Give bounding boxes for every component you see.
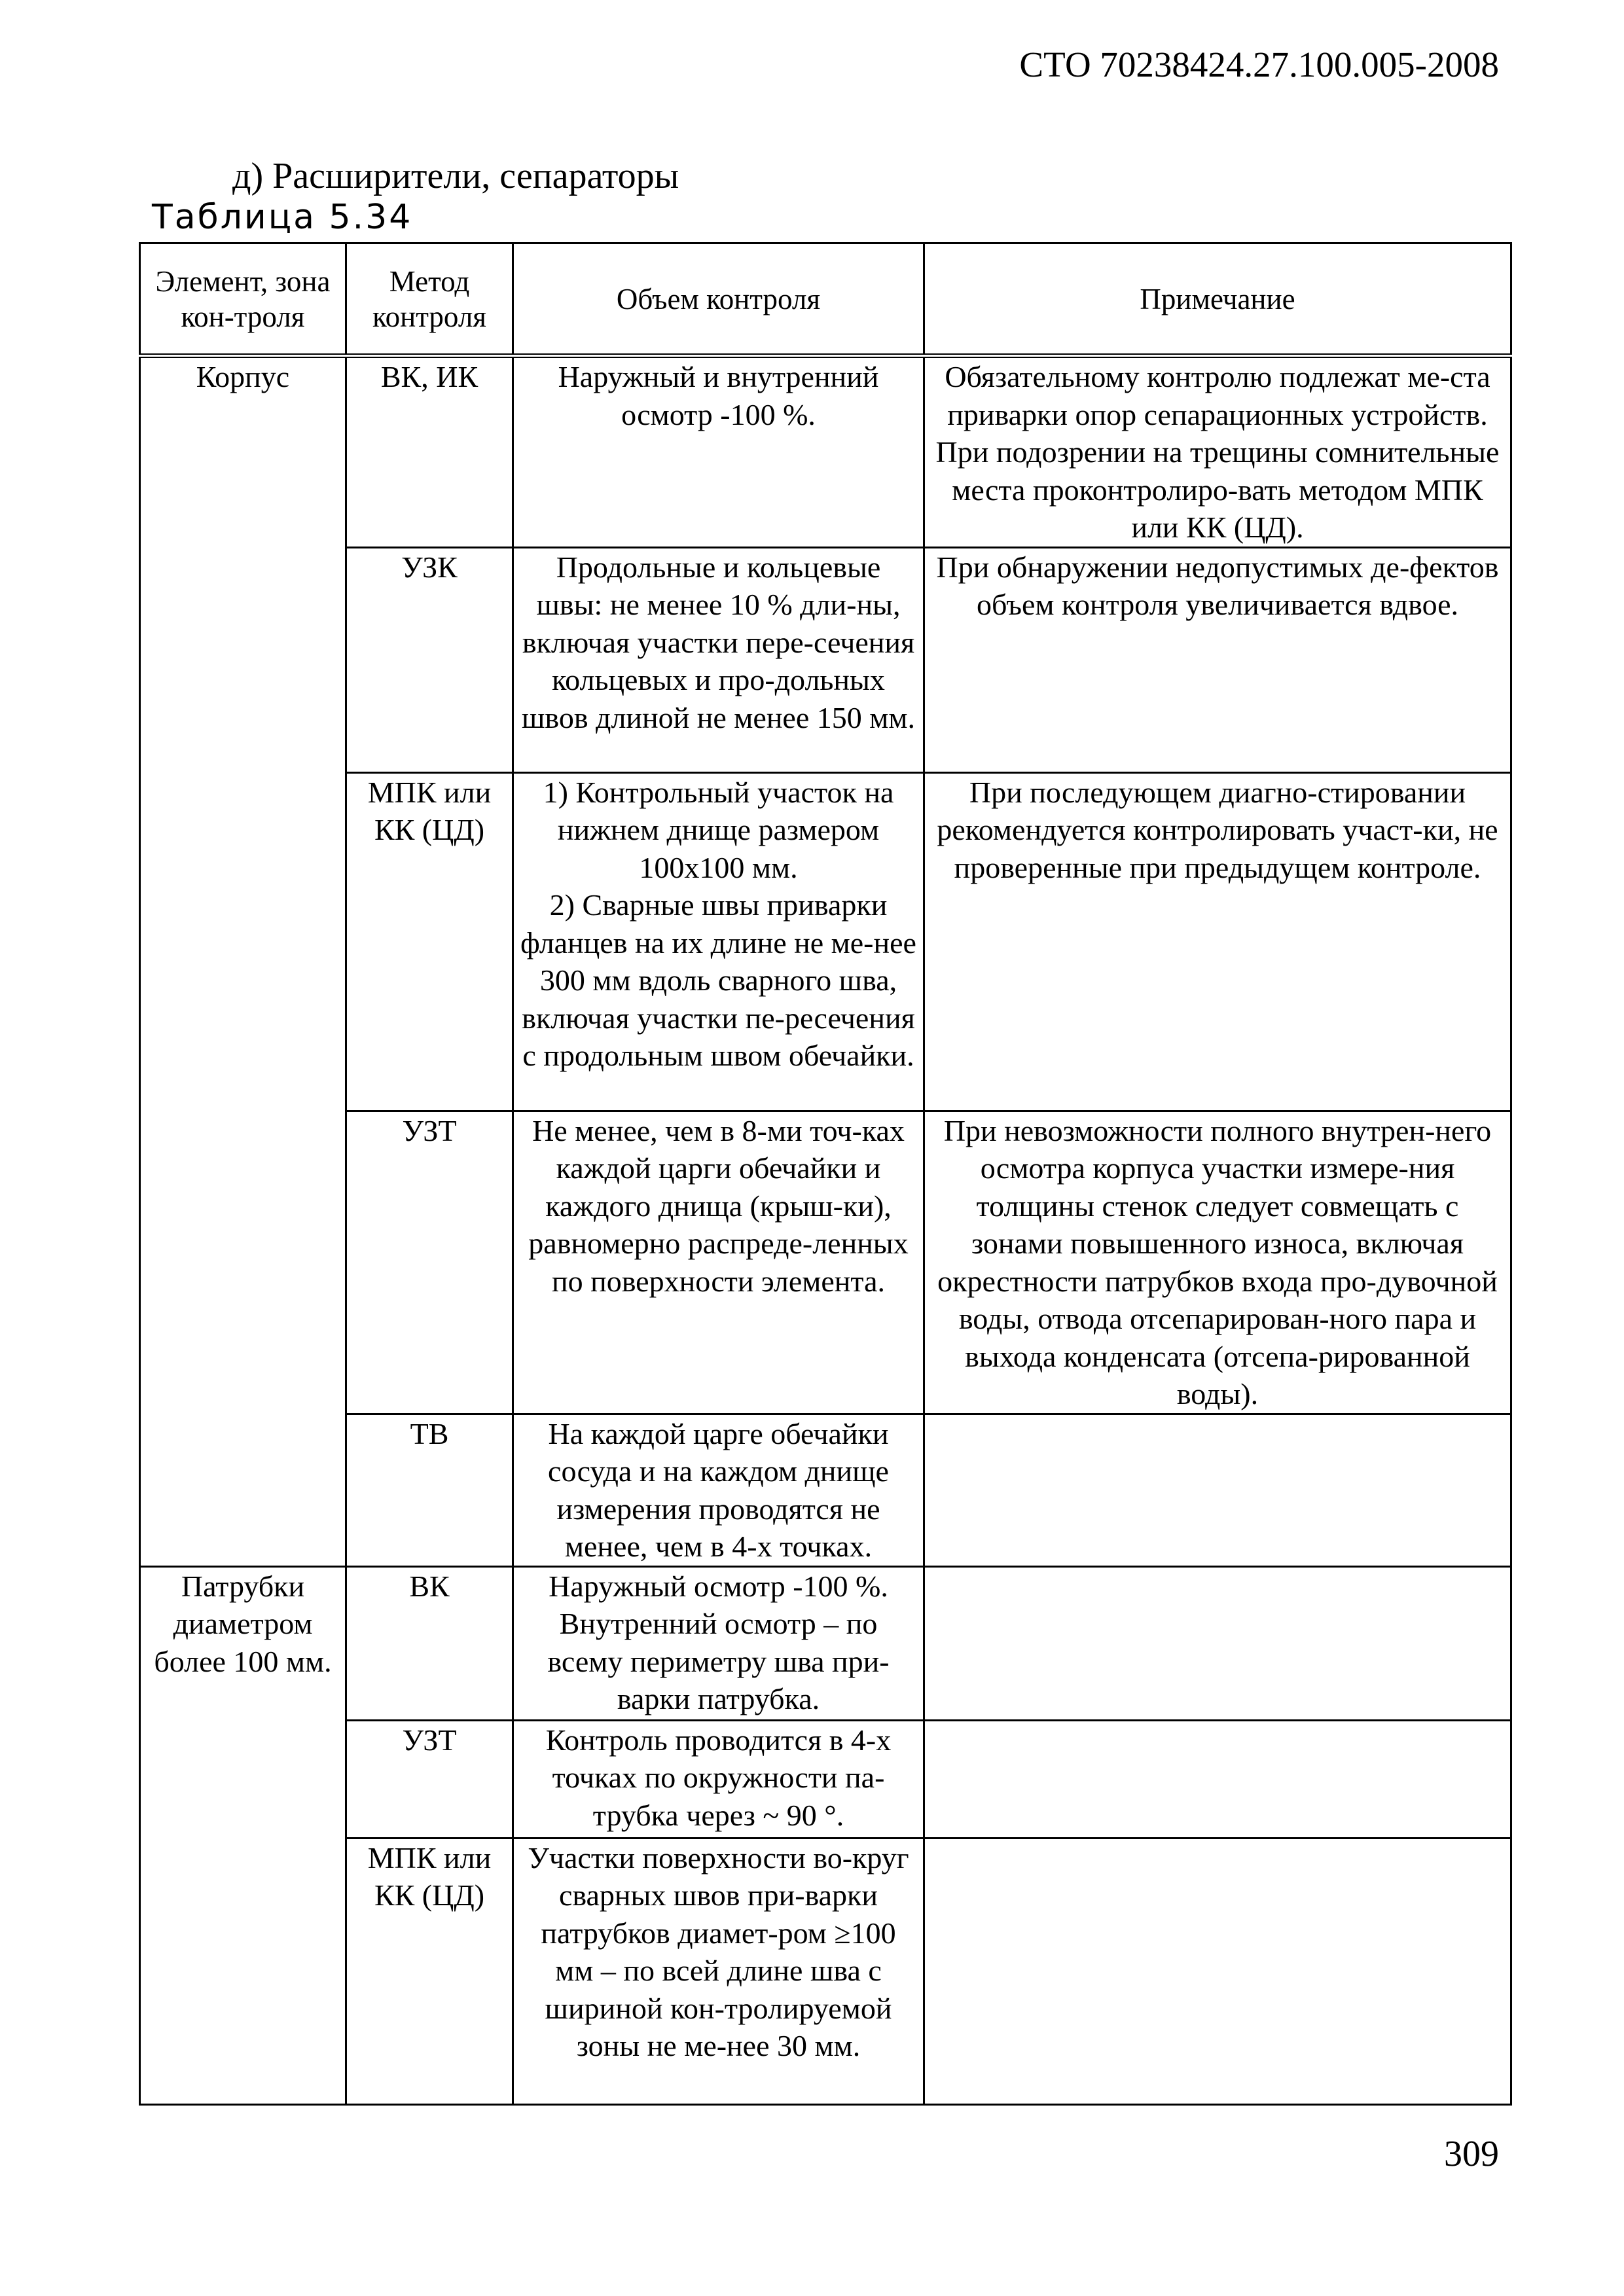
table-row <box>140 1414 1511 1566</box>
column-header-note: Примечание <box>924 243 1511 356</box>
scope-cell: Продольные и кольцевые швы: не менее 10 % дли-ны, включая участки пере-сечения кольцевых и про-дольных швов длиной не менее 150 мм. <box>513 547 924 772</box>
table-row <box>140 356 1511 548</box>
table-row <box>140 1720 1511 1838</box>
note-cell: При невозможности полного внутрен-него осмотра корпуса участки измере-ния толщины стенок следует совмещать с зонами повышенного износа, включая окрестности патрубков входа про-дувочной воды, отвода отсепарирован-ного пара и выхода конденсата (отсепа-рированной воды). <box>924 1111 1511 1414</box>
column-header-element: Элемент, зона кон-троля <box>140 243 346 356</box>
table-row <box>140 1111 1511 1414</box>
scope-cell: Наружный осмотр -100 %. Внутренний осмотр – по всему периметру шва при-варки патрубка. <box>513 1566 924 1720</box>
table-header-row <box>140 243 1511 356</box>
note-cell <box>924 1566 1511 1720</box>
table-row <box>140 772 1511 1111</box>
column-header-scope: Объем контроля <box>513 243 924 356</box>
document-code: СТО 70238424.27.100.005-2008 <box>1019 45 1499 84</box>
method-cell: ТВ <box>346 1414 513 1566</box>
note-cell: При последующем диагно-стировании рекомендуется контролировать участ-ки, не проверенные при предыдущем контроле. <box>924 772 1511 1111</box>
method-cell: УЗТ <box>346 1720 513 1838</box>
table-row <box>140 547 1511 772</box>
method-cell: УЗТ <box>346 1111 513 1414</box>
element-cell: Патрубки диаметром более 100 мм. <box>140 1566 346 2104</box>
method-cell: УЗК <box>346 547 513 772</box>
scope-cell: Не менее, чем в 8-ми точ-ках каждой царги обечайки и каждого днища (крыш-ки), равномерно распреде-ленных по поверхности элемента. <box>513 1111 924 1414</box>
method-cell: МПК или КК (ЦД) <box>346 1838 513 2104</box>
scope-cell: На каждой царге обечайки сосуда и на каждом днище измерения проводятся не менее, чем в 4-х точках. <box>513 1414 924 1566</box>
note-cell <box>924 1414 1511 1566</box>
scope-item-2: 2) Сварные швы приварки фланцев на их длине не ме-нее 300 мм вдоль сварного шва, включая участки пе-ресечения с продольным швом обечайки. <box>520 888 916 1072</box>
table-caption: Таблица 5.34 <box>152 198 413 237</box>
method-cell: ВК, ИК <box>346 356 513 548</box>
table-row <box>140 1838 1511 2104</box>
scope-cell: Наружный и внутренний осмотр -100 %. <box>513 356 924 548</box>
scope-cell <box>513 772 924 1111</box>
note-cell: При обнаружении недопустимых де-фектов объем контроля увеличивается вдвое. <box>924 547 1511 772</box>
note-cell <box>924 1838 1511 2104</box>
inspection-table <box>139 242 1512 2106</box>
note-cell <box>924 1720 1511 1838</box>
note-cell: Обязательному контролю подлежат ме-ста приварки опор сепарационных устройств. При подозрении на трещины сомнительные места проконтролиро-вать методом МПК или КК (ЦД). <box>924 356 1511 548</box>
element-cell: Корпус <box>140 356 346 1567</box>
method-cell: ВК <box>346 1566 513 1720</box>
scope-item-1: 1) Контрольный участок на нижнем днище размером 100х100 мм. <box>543 775 894 884</box>
table-row <box>140 1566 1511 1720</box>
section-title: д) Расширители, сепараторы <box>232 156 679 196</box>
method-cell: МПК или КК (ЦД) <box>346 772 513 1111</box>
column-header-method: Метод контроля <box>346 243 513 356</box>
scope-cell: Контроль проводится в 4-х точках по окружности па-трубка через ~ 90 °. <box>513 1720 924 1838</box>
page-number: 309 <box>1444 2134 1499 2174</box>
scope-cell: Участки поверхности во-круг сварных швов при-варки патрубков диамет-ром ≥100 мм – по всей длине шва с шириной кон-тролируемой зоны не ме-нее 30 мм. <box>513 1838 924 2104</box>
